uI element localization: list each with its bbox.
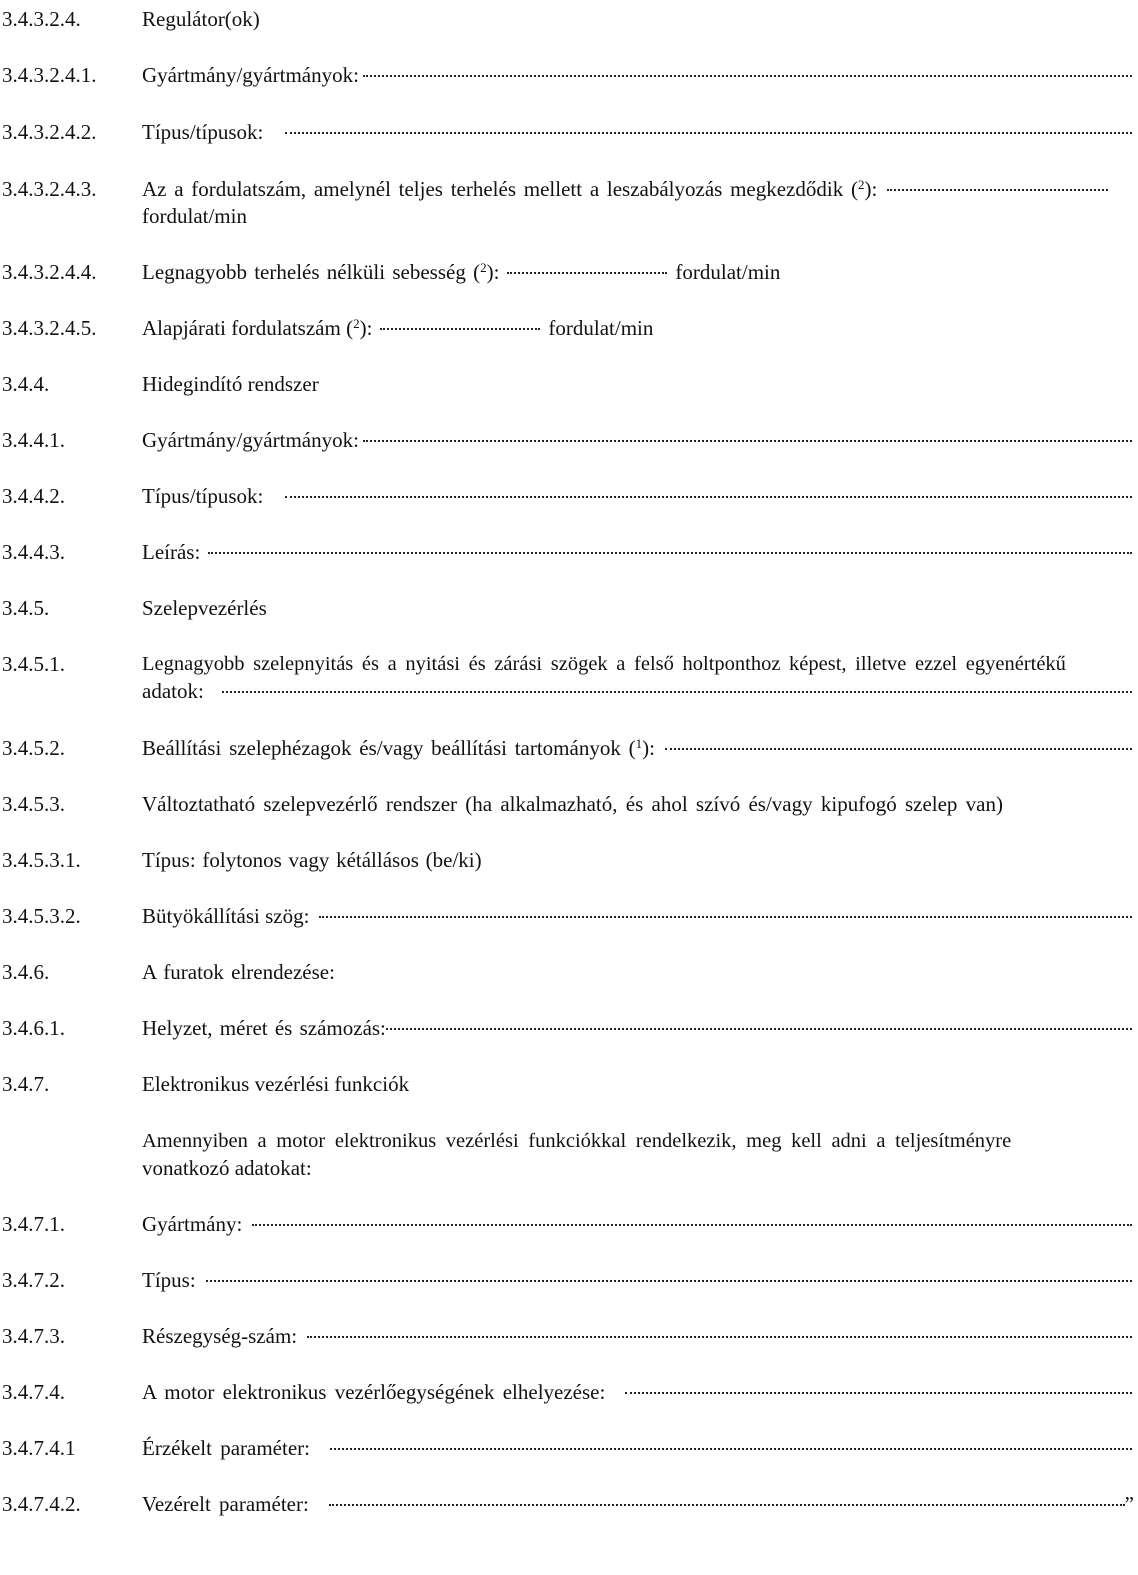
fill-in-dotted-line — [208, 552, 1132, 554]
item-number: 3.4.5.3.1. — [2, 848, 81, 872]
item-number: 3.4.5.3.2. — [2, 904, 81, 928]
item-number: 3.4.7.4.1 — [2, 1436, 76, 1460]
item-number: 3.4.5.1. — [2, 652, 65, 676]
fill-in-dotted-line — [386, 1028, 1132, 1030]
item-label: Gyártmány/gyártmányok: — [142, 428, 359, 452]
item-number: 3.4.3.2.4.4. — [2, 260, 97, 284]
item-number: 3.4.5.3. — [2, 792, 65, 816]
fill-in-dotted-line — [363, 440, 1132, 442]
item-label: Beállítási szelephézagok és/vagy beállítási tartományok ( — [142, 736, 636, 760]
item-text: Változtatható szelepvezérlő rendszer (ha alkalmazható, és ahol szívó és/vagy kipufogó szelep van) — [142, 792, 1003, 816]
item-number: 3.4.7.1. — [2, 1212, 65, 1236]
item-label: Részegység-szám: — [142, 1324, 298, 1348]
unit-label: fordulat/min — [142, 204, 247, 228]
unit-label: fordulat/min — [548, 316, 654, 340]
item-number: 3.4.4.1. — [2, 428, 65, 452]
paragraph-text-continued: vonatkozó adatokat: — [142, 1156, 312, 1180]
fill-in-dotted-line — [665, 748, 1132, 750]
item-label: Típus: — [142, 1268, 196, 1292]
item-label: Helyzet, méret és számozás: — [142, 1016, 386, 1040]
item-label-suffix: ): — [486, 260, 500, 284]
item-number: 3.4.6.1. — [2, 1016, 65, 1040]
item-text: Regulátor(ok) — [142, 7, 260, 31]
item-label: Az a fordulatszám, amelynél teljes terhelés mellett a leszabályozás megkezdődik ( — [142, 177, 858, 201]
item-label-continued: adatok: — [142, 679, 204, 703]
item-number: 3.4.7.4.2. — [2, 1492, 81, 1516]
item-number: 3.4.4. — [2, 372, 50, 396]
item-label: Típus/típusok: — [142, 484, 264, 508]
fill-in-dotted-line — [380, 328, 540, 330]
item-number: 3.4.4.3. — [2, 540, 65, 564]
item-number: 3.4.3.2.4.1. — [2, 63, 97, 87]
footnote-ref: 2 — [857, 177, 865, 192]
item-label: Gyártmány/gyártmányok: — [142, 63, 359, 87]
item-label-suffix: ): — [642, 736, 655, 760]
item-text: Típus: folytonos vagy kétállásos (be/ki) — [142, 848, 482, 872]
item-label: Legnagyobb terhelés nélküli sebesség ( — [142, 260, 481, 284]
fill-in-dotted-line — [285, 132, 1132, 134]
paragraph-text: Amennyiben a motor elektronikus vezérlési funkciókkal rendelkezik, meg kell adni a teljesítményre — [142, 1130, 1012, 1152]
footnote-ref: 2 — [353, 316, 360, 331]
footnote-ref: 1 — [635, 736, 643, 751]
item-text: A furatok elrendezése: — [142, 960, 335, 984]
fill-in-dotted-line — [307, 1336, 1132, 1338]
fill-in-dotted-line — [887, 189, 1108, 191]
fill-in-dotted-line — [363, 75, 1132, 77]
fill-in-dotted-line — [329, 1504, 1125, 1506]
item-number: 3.4.4.2. — [2, 484, 65, 508]
closing-quote: ” — [1124, 1492, 1134, 1516]
fill-in-dotted-line — [285, 496, 1132, 498]
item-text: Elektronikus vezérlési funkciók — [142, 1072, 410, 1096]
item-number: 3.4.7.4. — [2, 1380, 65, 1404]
item-number: 3.4.3.2.4.2. — [2, 120, 97, 144]
item-label: Bütyökállítási szög: — [142, 904, 310, 928]
item-number: 3.4.7. — [2, 1072, 50, 1096]
item-label: Legnagyobb szelepnyitás és a nyitási és zárási szögek a felső holtponthoz képest, illetve ezzel egyenértékű — [142, 653, 1066, 675]
item-label: Érzékelt paraméter: — [142, 1436, 310, 1460]
item-number: 3.4.7.3. — [2, 1324, 65, 1348]
item-text: Hidegindító rendszer — [142, 372, 319, 396]
fill-in-dotted-line — [625, 1392, 1132, 1394]
unit-label: fordulat/min — [675, 260, 781, 284]
item-label: A motor elektronikus vezérlőegységének elhelyezése: — [142, 1380, 606, 1404]
item-number: 3.4.3.2.4. — [2, 7, 81, 31]
fill-in-dotted-line — [319, 916, 1132, 918]
fill-in-dotted-line — [507, 272, 667, 274]
item-number: 3.4.5.2. — [2, 736, 65, 760]
item-label: Vezérelt paraméter: — [142, 1492, 309, 1516]
fill-in-dotted-line — [252, 1224, 1132, 1226]
item-label-suffix: ): — [359, 316, 373, 340]
footnote-ref: 2 — [480, 260, 487, 275]
item-label: Alapjárati fordulatszám ( — [142, 316, 354, 340]
item-label-suffix: ): — [864, 177, 878, 201]
item-number: 3.4.3.2.4.5. — [2, 316, 97, 340]
item-label: Típus/típusok: — [142, 120, 264, 144]
item-label: Leírás: — [142, 540, 201, 564]
fill-in-dotted-line — [330, 1448, 1132, 1450]
item-number: 3.4.7.2. — [2, 1268, 65, 1292]
fill-in-dotted-line — [206, 1280, 1132, 1282]
item-label: Gyártmány: — [142, 1212, 243, 1236]
item-number: 3.4.3.2.4.3. — [2, 177, 97, 201]
item-text: Szelepvezérlés — [142, 596, 267, 620]
item-number: 3.4.5. — [2, 596, 50, 620]
item-number: 3.4.6. — [2, 960, 50, 984]
fill-in-dotted-line — [222, 691, 1132, 693]
